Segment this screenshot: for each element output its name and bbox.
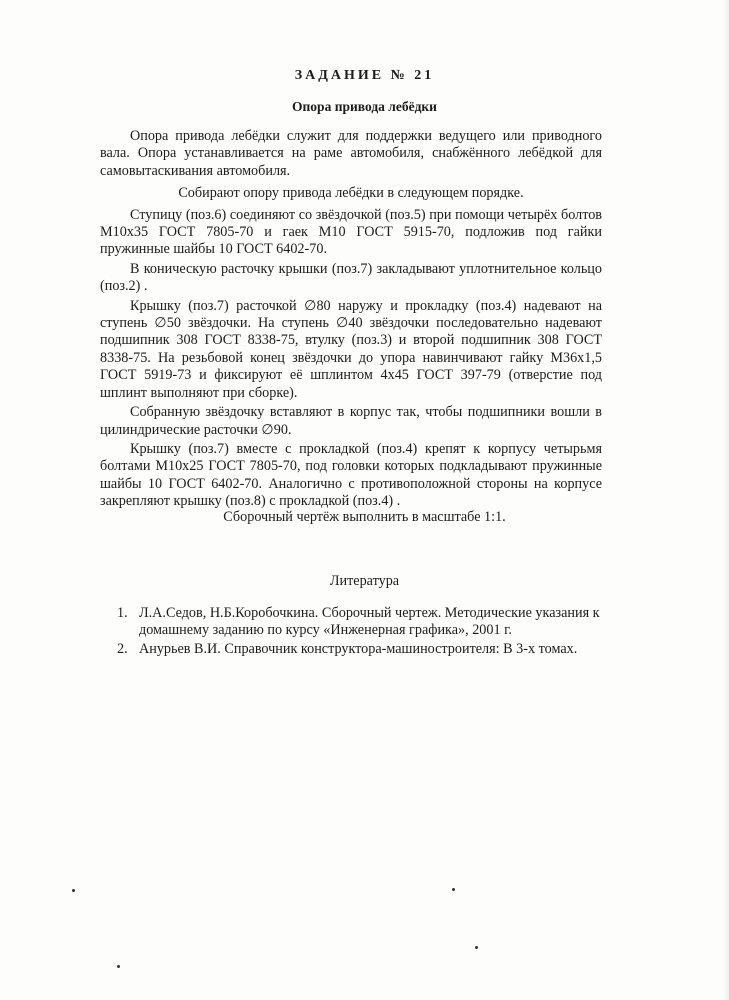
assignment-body <box>100 128 602 511</box>
scan-edge-shadow <box>723 0 729 1000</box>
assignment-title: ЗАДАНИЕ № 21 <box>294 68 435 83</box>
scan-speck <box>452 888 455 891</box>
literature-heading: Литература <box>329 573 400 589</box>
paragraph-cover-bearings: Крышку (поз.7) расточкой ∅80 наружу и прокладку (поз.4) надевают на ступень ∅50 звёздочки. На ступень ∅40 звёздочки последовательно надевают подшипник 308 ГОСТ 8338-75, втулку (поз.3) и второй подшипник 308 ГОСТ 8338-75. На резьбовой конец звёздочки до упора навинчивают гайку М36х1,5 ГОСТ 5919-73 и фиксируют её шплинтом 4х45 ГОСТ 397-79 (отверстие под шплинт выполняют при сборке). <box>100 297 602 401</box>
paragraph-hub: Ступицу (поз.6) соединяют со звёздочкой (поз.5) при помощи четырёх болтов М10х35 ГОСТ 7805-70 и гаек М10 ГОСТ 5915-70, подложив под гайки пружинные шайбы 10 ГОСТ 6402-70. <box>100 206 602 258</box>
literature-item-text: Анурьев В.И. Справочник конструктора-машиностроителя: В 3-х томах. <box>139 640 578 657</box>
scan-speck <box>475 946 478 949</box>
paragraph-sprocket-housing: Собранную звёздочку вставляют в корпус так, чтобы подшипники вошли в цилиндрические расточки ∅90. <box>100 404 602 438</box>
scale-note: Сборочный чертёж выполнить в масштабе 1:1. <box>223 509 506 525</box>
literature-list <box>117 605 617 659</box>
literature-item-number: 1. <box>117 605 128 621</box>
assignment-subtitle: Опора привода лебёдки <box>292 99 437 114</box>
literature-item <box>117 605 617 640</box>
literature-item-text: Л.А.Седов, Н.Б.Коробочкина. Сборочный чертеж. Методические указания к домашнему заданию по курсу «Инженерная графика», 2001 г. <box>139 605 600 639</box>
paragraph-intro: Опора привода лебёдки служит для поддержки ведущего или приводного вала. Опора устанавливается на раме автомобиля, снабжённого лебёдкой для самовытаскивания автомобиля. <box>100 128 602 179</box>
literature-item-number: 2. <box>117 640 128 657</box>
scan-speck <box>72 889 75 892</box>
literature-item <box>117 641 617 658</box>
paragraph-assembly-order: Собирают опору привода лебёдки в следующем порядке. <box>178 185 524 202</box>
paragraph-cover-bolts: Крышку (поз.7) вместе с прокладкой (поз.4) крепят к корпусу четырьмя болтами М10х25 ГОСТ 7805-70, под головки которых подкладывают пружинные шайбы 10 ГОСТ 6402-70. Аналогично с противоположной стороны на корпусе закрепляют крышку (поз.8) с прокладкой (поз.4) . <box>100 440 602 510</box>
scan-speck <box>117 965 120 968</box>
paragraph-seal-ring: В коническую расточку крышки (поз.7) закладывают уплотнительное кольцо (поз.2) . <box>100 260 602 295</box>
